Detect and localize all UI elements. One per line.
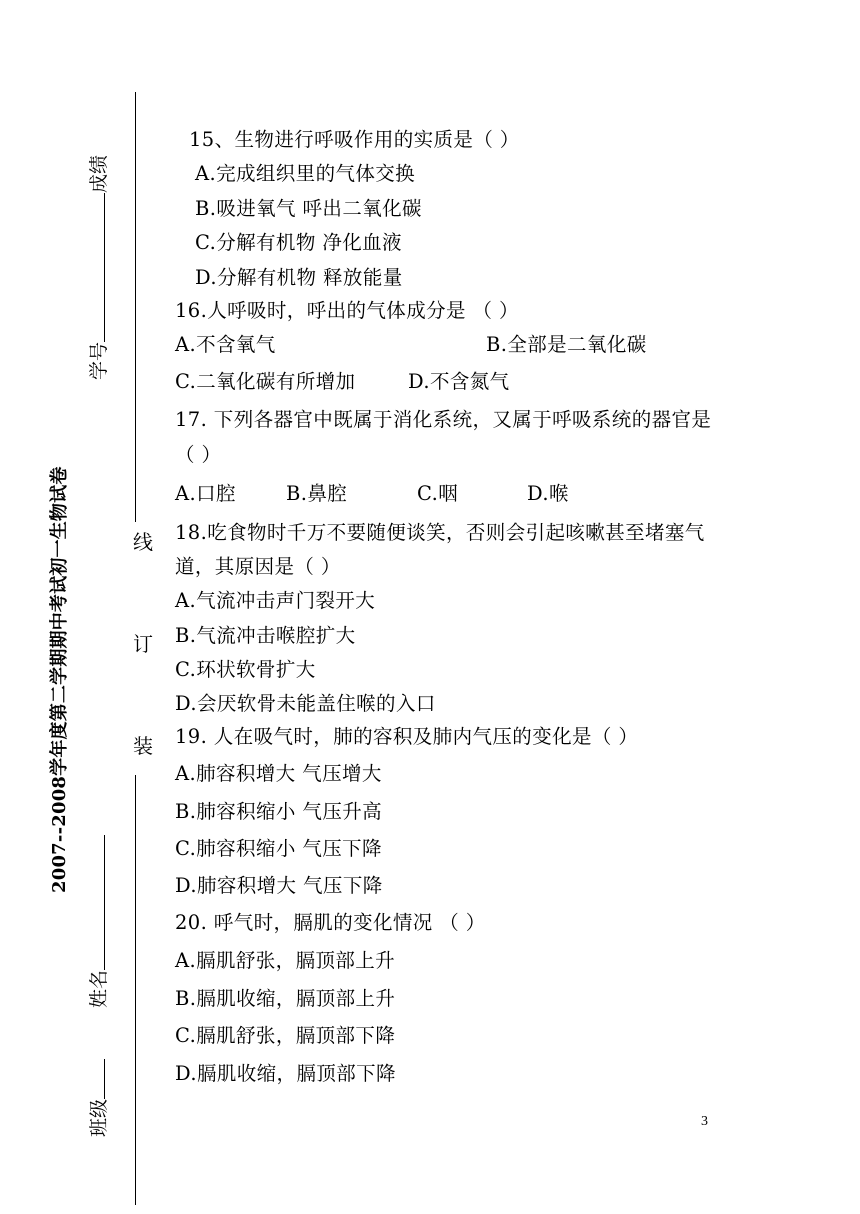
question-20-option-c: C.膈肌舒张，膈顶部下降 (175, 1024, 396, 1047)
binding-mark-zhuang: 装 (133, 734, 153, 758)
question-19-stem: 19. 人在吸气时，肺的容积及肺内气压的变化是（ ） (175, 725, 639, 748)
name-label: 姓名 (88, 969, 110, 1008)
question-16-option-b: B.全部是二氧化碳 (486, 333, 647, 356)
question-15-option-b: B.吸进氧气 呼出二氧化碳 (195, 197, 422, 220)
class-field (88, 1059, 109, 1137)
question-19-option-a: A.肺容积增大 气压增大 (175, 762, 382, 785)
name-field (88, 835, 109, 1008)
question-18-option-a: A.气流冲击声门裂开大 (175, 589, 376, 612)
question-18-stem-line-2: 道，其原因是（ ） (175, 555, 341, 578)
student-no-label: 学号 (88, 341, 110, 380)
question-18-option-c: C.环状软骨扩大 (175, 658, 316, 681)
question-15-option-a: A.完成组织里的气体交换 (195, 162, 416, 185)
class-label: 班级 (88, 1098, 110, 1137)
question-17-option-b: B.鼻腔 (286, 482, 348, 505)
question-15-stem: 15、生物进行呼吸作用的实质是（ ） (189, 128, 520, 151)
question-15-option-d: D.分解有机物 释放能量 (195, 266, 403, 289)
question-17-paren: （ ） (175, 443, 222, 466)
exam-title: 2007--2008学年度第二学期期中考试初一生物试卷 (49, 466, 70, 893)
question-18-option-b: B.气流冲击喉腔扩大 (175, 624, 356, 647)
question-17-option-a: A.口腔 (175, 482, 236, 505)
question-16-option-c: C.二氧化碳有所增加 (175, 370, 356, 393)
binding-mark-ding: 订 (133, 632, 153, 656)
question-17-option-d: D.喉 (527, 482, 569, 505)
question-18-option-d: D.会厌软骨未能盖住喉的入口 (175, 692, 436, 715)
question-20-stem: 20. 呼气时，膈肌的变化情况 （ ） (175, 911, 486, 934)
score-label: 成绩 (88, 154, 110, 193)
question-16-option-d: D.不含氮气 (408, 370, 510, 393)
question-19-option-d: D.肺容积增大 气压下降 (175, 874, 383, 897)
binding-line (135, 775, 136, 1205)
question-16-option-a: A.不含氧气 (175, 333, 276, 356)
question-20-option-d: D.膈肌收缩，膈顶部下降 (175, 1062, 396, 1085)
question-15-option-c: C.分解有机物 净化血液 (195, 231, 402, 254)
question-17-option-c: C.咽 (417, 482, 459, 505)
question-17-stem: 17. 下列各器官中既属于消化系统，又属于呼吸系统的器官是 (175, 408, 712, 431)
question-20-option-b: B.膈肌收缩，膈顶部上升 (175, 987, 396, 1010)
question-19-option-b: B.肺容积缩小 气压升高 (175, 800, 383, 823)
binding-line (135, 92, 136, 522)
student-no-field (88, 232, 109, 380)
binding-mark-xian: 线 (133, 530, 153, 554)
question-16-stem: 16.人呼吸时，呼出的气体成分是 （ ） (175, 299, 519, 322)
question-20-option-a: A.膈肌舒张，膈顶部上升 (175, 949, 396, 972)
question-18-stem-line-1: 18.吃食物时千万不要随便谈笑，否则会引起咳嗽甚至堵塞气 (175, 521, 705, 544)
question-19-option-c: C.肺容积缩小 气压下降 (175, 837, 382, 860)
page-number: 3 (701, 1114, 708, 1129)
